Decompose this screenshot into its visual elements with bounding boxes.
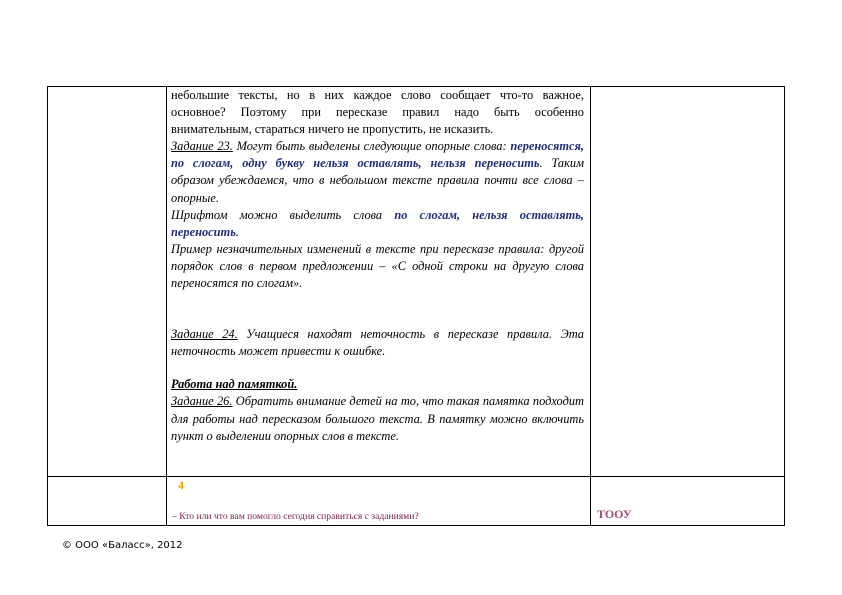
slide-number: 4 — [178, 478, 184, 492]
main-cell-content — [171, 87, 584, 445]
memo-heading: Работа над памяткой. — [171, 377, 298, 392]
table-left-border — [47, 86, 48, 526]
intro-paragraph: небольшие тексты, но в них каждое слово сообщает что-то важное, основное? Поэтому при пересказе правил надо быть особенно внимательным, стараться ничего не пропустить, не исказить. — [171, 88, 584, 137]
example-paragraph: Пример незначительных изменений в тексте при пересказе правила: другой порядок слов в первом предложении – «С одной строки на другую слова переносятся по слогам». — [171, 241, 584, 291]
blank-space — [171, 292, 584, 326]
font-highlight-end: . — [235, 224, 239, 239]
task-26-label: Задание 26. — [171, 394, 233, 409]
table-bottom-border — [47, 525, 784, 526]
task-23-keywords: переносятся, по слогам, одну букву нельзя оставлять, нельзя переносить — [171, 139, 584, 171]
task-24-text: Учащиеся находят неточность в пересказе правила. Эта неточность может привести к ошибке. — [171, 327, 584, 359]
task-23-label: Задание 23. — [171, 139, 233, 154]
font-highlight-keywords: по слогам, нельзя оставлять, переносить — [171, 207, 584, 239]
task-23-intro: Могут быть выделены следующие опорные слова: — [232, 139, 511, 154]
task-26-text: Обратить внимание детей на то, что такая памятка подходит для работы над пересказом большого текста. В памятку можно включить пункт о выделении опорных слов в тексте. — [171, 394, 584, 443]
font-highlight-intro: Шрифтом можно выделить слова — [171, 207, 395, 222]
font-highlight-paragraph — [171, 207, 584, 241]
reflection-question: – Кто или что вам помогло сегодня справиться с заданиями? — [172, 511, 419, 522]
blank-space-2 — [171, 360, 584, 376]
column-divider-2 — [590, 86, 591, 526]
table-right-border — [784, 86, 785, 526]
column-divider-1 — [166, 86, 167, 526]
task-24-paragraph — [171, 326, 584, 360]
row-separator — [47, 476, 784, 477]
copyright-footer: © ООО «Баласс», 2012 — [62, 540, 183, 551]
task-23-paragraph — [171, 138, 584, 206]
task-26-paragraph — [171, 393, 584, 444]
right-column-label: ТООУ — [597, 507, 632, 521]
task-23-rest: . Таким образом убеждаемся, что в небольшом тексте правила почти все слова – опорные. — [171, 156, 585, 205]
task-24-label: Задание 24. — [171, 327, 238, 342]
